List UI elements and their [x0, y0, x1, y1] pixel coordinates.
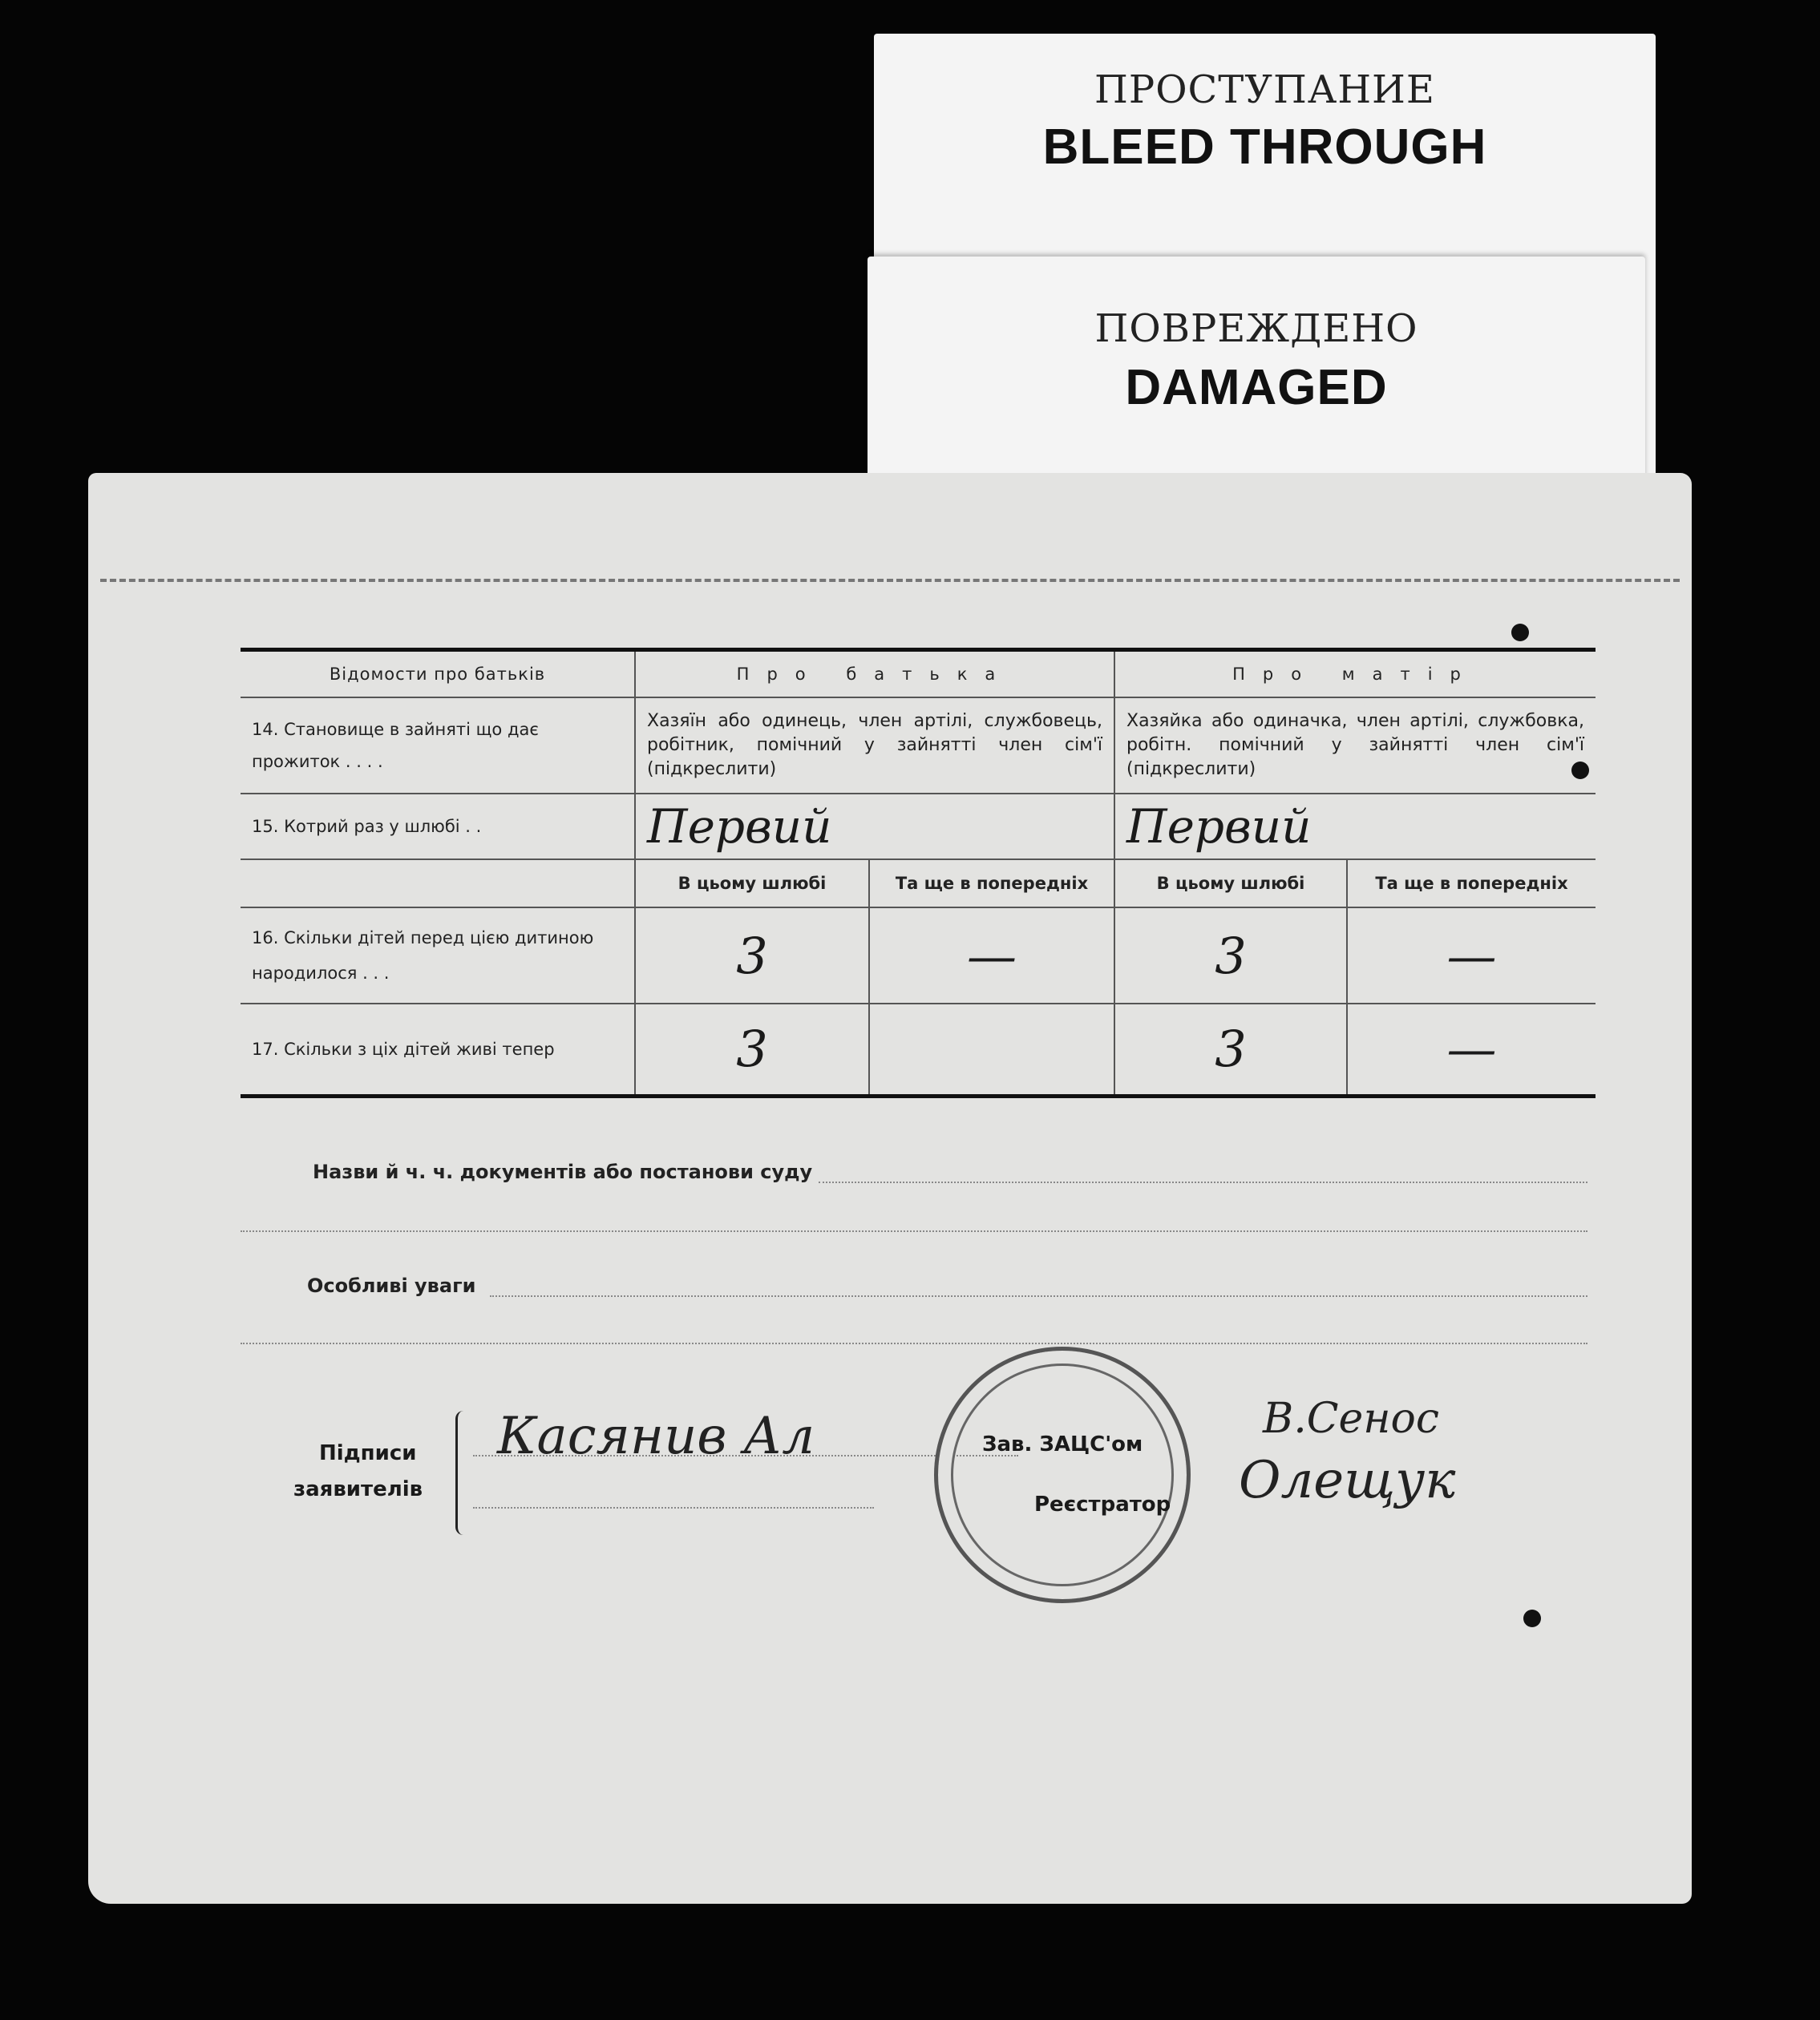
remarks-label: Особливі уваги [307, 1275, 476, 1297]
row17-label: 17. Скільки з ціх дітей живі тепер [241, 1004, 635, 1096]
damaged-label-en: DAMAGED [1125, 360, 1388, 415]
header-mother: Про матір [1114, 650, 1596, 698]
table-row-14 [241, 697, 1596, 794]
row15-mother-answer: Первий [1114, 794, 1596, 859]
bleed-through-label-en: BLEED THROUGH [1042, 119, 1487, 175]
damaged-label-card [868, 257, 1645, 497]
applicant-signature-line-2 [473, 1507, 874, 1509]
remarks-continuation-line [241, 1343, 1587, 1344]
row17-father-prev [869, 1004, 1114, 1096]
applicant-signature: Касянив Ал [497, 1407, 815, 1466]
row17-father-this: 3 [635, 1004, 869, 1096]
row15-father-answer: Первий [635, 794, 1114, 859]
row16-mother-prev: — [1347, 907, 1596, 1004]
row16-father-this: 3 [635, 907, 869, 1004]
punch-hole [1511, 624, 1529, 641]
row14-label: 14. Становище в зайняті що дає прожиток . . . . [241, 697, 635, 794]
registrar-signature: Олещук [1239, 1451, 1456, 1510]
documents-line [819, 1161, 1587, 1183]
row15-label: 15. Котрий раз у шлюбі . . [241, 794, 635, 859]
official-seal-stamp [934, 1347, 1191, 1603]
row17-mother-prev: — [1347, 1004, 1596, 1096]
table-subheader-row [241, 859, 1596, 907]
row16-label: 16. Скільки дітей перед цією дитиною народилося . . . [241, 907, 635, 1004]
table-row-15 [241, 794, 1596, 859]
parents-info-table [241, 648, 1596, 1098]
subheader-father-prev: Та ще в попередніх [869, 859, 1114, 907]
damaged-label-ru: ПОВРЕЖДЕНО [1094, 306, 1418, 351]
applicants-label-line-2: заявителів [293, 1477, 423, 1501]
punch-hole [1571, 762, 1589, 779]
punch-hole [1523, 1610, 1541, 1627]
subheader-mother-this: В цьому шлюбі [1114, 859, 1347, 907]
registrar-label: Реєстратор [1034, 1493, 1171, 1517]
documents-label: Назви й ч. ч. документів або постанови суду [313, 1161, 813, 1183]
row14-father-options: Хазяїн або одинець, член артілі, службовець, робітник, помічний у зайнятті член сім'ї (підкреслити) [635, 697, 1114, 794]
header-father: Про батька [635, 650, 1114, 698]
signature-brace [455, 1411, 471, 1535]
row16-father-prev: — [869, 907, 1114, 1004]
table-row-16 [241, 907, 1596, 1004]
remarks-field [307, 1275, 1587, 1297]
subheader-mother-prev: Та ще в попередніх [1347, 859, 1596, 907]
head-registry-label: Зав. ЗАЦС'ом [982, 1432, 1143, 1456]
table-row-17 [241, 1004, 1596, 1096]
documents-continuation-line [241, 1230, 1587, 1232]
perforation-line [100, 579, 1680, 582]
row14-mother-options: Хазяйка або одиначка, член артілі, службовка, робітн. помічний у зайнятті член сім'ї (підкреслити) [1114, 697, 1596, 794]
row17-mother-this: 3 [1114, 1004, 1347, 1096]
table-header-row [241, 650, 1596, 698]
remarks-line [490, 1275, 1587, 1297]
row16-mother-this: 3 [1114, 907, 1347, 1004]
documents-field [313, 1161, 1587, 1183]
bleed-through-label-ru: ПРОСТУПАНИЕ [1094, 67, 1435, 112]
head-signature: В.Сенос [1263, 1395, 1439, 1443]
subheader-empty [241, 859, 635, 907]
subheader-father-this: В цьому шлюбі [635, 859, 869, 907]
header-parents-info: Відомости про батьків [241, 650, 635, 698]
applicants-label-line-1: Підписи [319, 1441, 417, 1465]
